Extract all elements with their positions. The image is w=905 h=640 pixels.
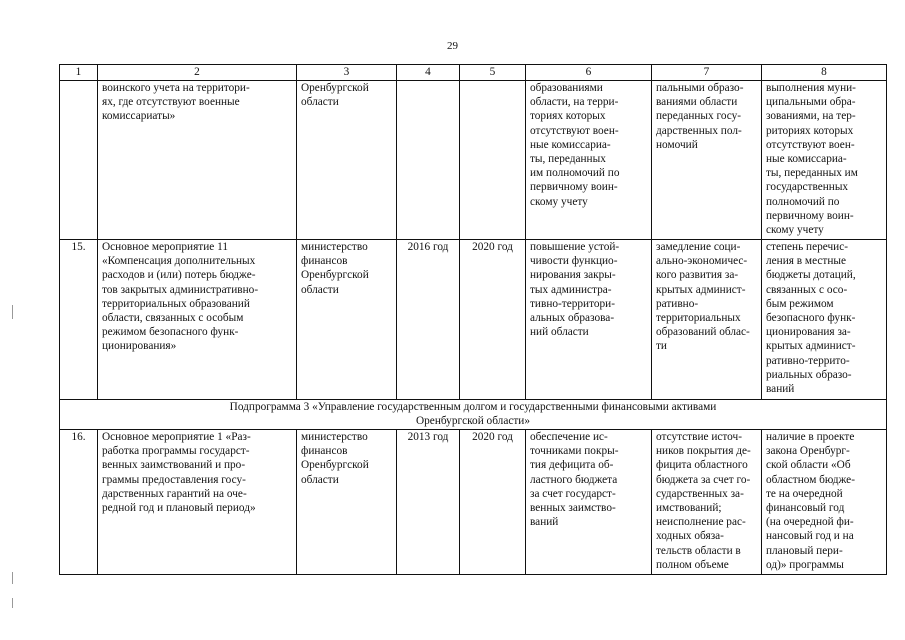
header-cell: 5: [460, 65, 526, 81]
activities-table: [59, 64, 887, 575]
subprogram-row: [60, 400, 887, 430]
indicator-link: выполнения муни- ципальными обра- зованиями, на тер- риториях которых отсутствуют воен- ные комиссариа- ты, переданных им государственных полномочий по первичному воин- скому учету: [762, 81, 887, 240]
scan-margin-mark: [12, 598, 13, 608]
header-cell: 2: [98, 65, 297, 81]
activity-name: Основное мероприятие 11 «Компенсация дополнительных расходов и (или) потерь бюдже- тов закрытых административно- территориальных образований области, связанных с особым режимом безопасного функ- ционирования»: [98, 240, 297, 400]
header-cell: 1: [60, 65, 98, 81]
header-cell: 3: [297, 65, 397, 81]
consequences: отсутствие источ- ников покрытия де- фицита областного бюджета за счет го- сударственных за- имствований; неисполнение рас- ходных обяза- тельств области в полном объеме: [652, 430, 762, 575]
executor: министерство финансов Оренбургской области: [297, 430, 397, 575]
expected-result: повышение устой- чивости функцио- нирования закры- тых администра- тивно-территори- альных образова- ний области: [526, 240, 652, 400]
indicator-link: степень перечис- ления в местные бюджеты дотаций, связанных с осо- бым режимом безопасного функ- ционирования за- крытых админист- ративно-террито- риальных образо- ваний: [762, 240, 887, 400]
expected-result: обеспечение ис- точниками покры- тия дефицита об- ластного бюджета за счет государст- венных заимство- ваний: [526, 430, 652, 575]
scan-margin-mark: [12, 572, 13, 584]
consequences: замедление соци- ально-экономичес- кого развития за- крытых админист- ративно- территориальных образований облас- ти: [652, 240, 762, 400]
subprogram-title: Подпрограмма 3 «Управление государственным долгом и государственными финансовыми активами Оренбургской области»: [60, 400, 887, 430]
end-year: [460, 81, 526, 240]
row-number: 15.: [60, 240, 98, 400]
end-year: 2020 год: [460, 240, 526, 400]
expected-result: образованиями области, на терри- ториях которых отсутствуют воен- ные комиссариа- ты, переданных им полномочий по первичному воин- скому учету: [526, 81, 652, 240]
header-cell: 8: [762, 65, 887, 81]
table-row: [60, 430, 887, 575]
header-cell: 6: [526, 65, 652, 81]
executor: Оренбургской области: [297, 81, 397, 240]
indicator-link: наличие в проекте закона Оренбург- ской области «Об областном бюдже- те на очередной финансовый год (на очередной фи- нансовый год и на плановый пери- од)» программы: [762, 430, 887, 575]
table-header-row: [60, 65, 887, 81]
page-number: 29: [447, 40, 458, 52]
start-year: [397, 81, 460, 240]
activity-name: Основное мероприятие 1 «Раз- работка программы государст- венных заимствований и про- граммы предоставления госу- дарственных гарантий на оче- редной год и плановый период»: [98, 430, 297, 575]
executor: министерство финансов Оренбургской области: [297, 240, 397, 400]
start-year: 2016 год: [397, 240, 460, 400]
header-cell: 4: [397, 65, 460, 81]
table-row: [60, 81, 887, 240]
row-number: [60, 81, 98, 240]
start-year: 2013 год: [397, 430, 460, 575]
activity-name: воинского учета на территори- ях, где отсутствуют военные комиссариаты»: [98, 81, 297, 240]
scan-margin-mark: [12, 305, 13, 319]
consequences: пальными образо- ваниями области переданных госу- дарственных пол- номочий: [652, 81, 762, 240]
table-row: [60, 240, 887, 400]
end-year: 2020 год: [460, 430, 526, 575]
header-cell: 7: [652, 65, 762, 81]
row-number: 16.: [60, 430, 98, 575]
